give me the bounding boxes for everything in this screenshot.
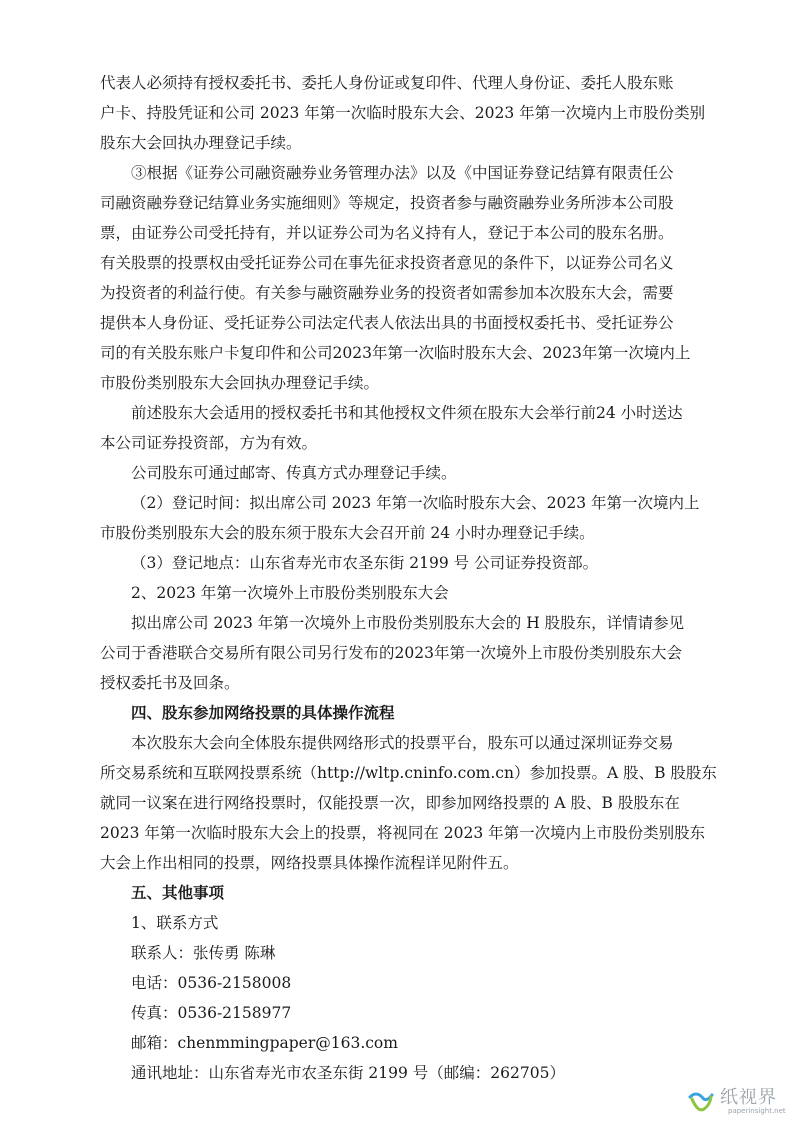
- text-line: 股东大会回执办理登记手续。: [100, 134, 302, 152]
- text-line: 1、联系方式: [131, 914, 219, 932]
- section-heading: 五、其他事项: [131, 883, 225, 902]
- text-line: 本次股东大会向全体股东提供网络形式的投票平台，股东可以通过深圳证券交易: [131, 734, 674, 752]
- text-line: 市股份类别股东大会的股东须于股东大会召开前 24 小时办理登记手续。: [100, 524, 595, 542]
- watermark-brand: 纸视界: [720, 1087, 777, 1108]
- document-page: [100, 71, 717, 1091]
- text-line: 通讯地址：山东省寿光市农圣东街 2199 号（邮编：262705）: [131, 1064, 565, 1082]
- text-line: 公司于香港联合交易所有限公司另行发布的2023年第一次境外上市股份类别股东大会: [100, 644, 682, 662]
- text-line: 前述股东大会适用的授权委托书和其他授权文件须在股东大会举行前24 小时送达: [131, 404, 683, 422]
- watermark: [686, 1083, 786, 1123]
- text-line: 电话：0536-2158008: [131, 974, 292, 992]
- text-line: （2）登记时间：拟出席公司 2023 年第一次临时股东大会、2023 年第一次境内上: [131, 494, 700, 512]
- text-line: ③根据《证券公司融资融券业务管理办法》以及《中国证券登记结算有限责任公: [131, 164, 674, 182]
- text-line: 邮箱：chenmmingpaper@163.com: [131, 1034, 398, 1052]
- text-line: 本公司证券投资部，方为有效。: [100, 434, 318, 452]
- text-line: 2023 年第一次临时股东大会上的投票，将视同在 2023 年第一次境内上市股份类别股东: [100, 824, 706, 842]
- text-line: 提供本人身份证、受托证券公司法定代表人依法出具的书面授权委托书、受托证券公: [100, 314, 674, 332]
- watermark-site: paperinsight.net: [728, 1107, 786, 1115]
- text-line: 公司股东可通过邮寄、传真方式办理登记手续。: [131, 464, 457, 482]
- text-line: 代表人必须持有授权委托书、委托人身份证或复印件、代理人身份证、委托人股东账: [100, 74, 674, 92]
- text-line: 大会上作出相同的投票，网络投票具体操作流程详见附件五。: [100, 854, 519, 872]
- text-line: 传真：0536-2158977: [131, 1004, 292, 1022]
- text-line: 所交易系统和互联网投票系统（http://wltp.cninfo.com.cn）参加投票。A 股、B 股股东: [100, 764, 717, 782]
- section-heading: 四、股东参加网络投票的具体操作流程: [131, 703, 395, 722]
- text-line: 有关股票的投票权由受托证券公司在事先征求投资者意见的条件下，以证券公司名义: [100, 254, 674, 272]
- text-line: 司的有关股东账户卡复印件和公司2023年第一次临时股东大会、2023年第一次境内上: [100, 344, 691, 362]
- text-line: 司融资融券登记结算业务实施细则》等规定，投资者参与融资融券业务所涉本公司股: [100, 194, 674, 212]
- text-line: 票，由证券公司受托持有，并以证券公司为名义持有人，登记于本公司的股东名册。: [100, 224, 674, 242]
- text-line: 为投资者的利益行使。有关参与融资融券业务的投资者如需参加本次股东大会，需要: [100, 284, 674, 302]
- text-line: 市股份类别股东大会回执办理登记手续。: [100, 374, 380, 392]
- text-line: （3）登记地点：山东省寿光市农圣东街 2199 号 公司证券投资部。: [131, 554, 599, 572]
- text-line: 拟出席公司 2023 年第一次境外上市股份类别股东大会的 H 股股东，详情请参见: [131, 614, 685, 632]
- text-line: 联系人：张传勇 陈琳: [131, 944, 276, 962]
- text-line: 2、2023 年第一次境外上市股份类别股东大会: [131, 584, 449, 602]
- brand-logo-icon: [686, 1087, 716, 1117]
- text-line: 就同一议案在进行网络投票时，仅能投票一次，即参加网络投票的 A 股、B 股股东在: [100, 794, 680, 812]
- text-line: 户卡、持股凭证和公司 2023 年第一次临时股东大会、2023 年第一次境内上市股份类别: [100, 104, 706, 122]
- text-line: 授权委托书及回条。: [100, 674, 240, 692]
